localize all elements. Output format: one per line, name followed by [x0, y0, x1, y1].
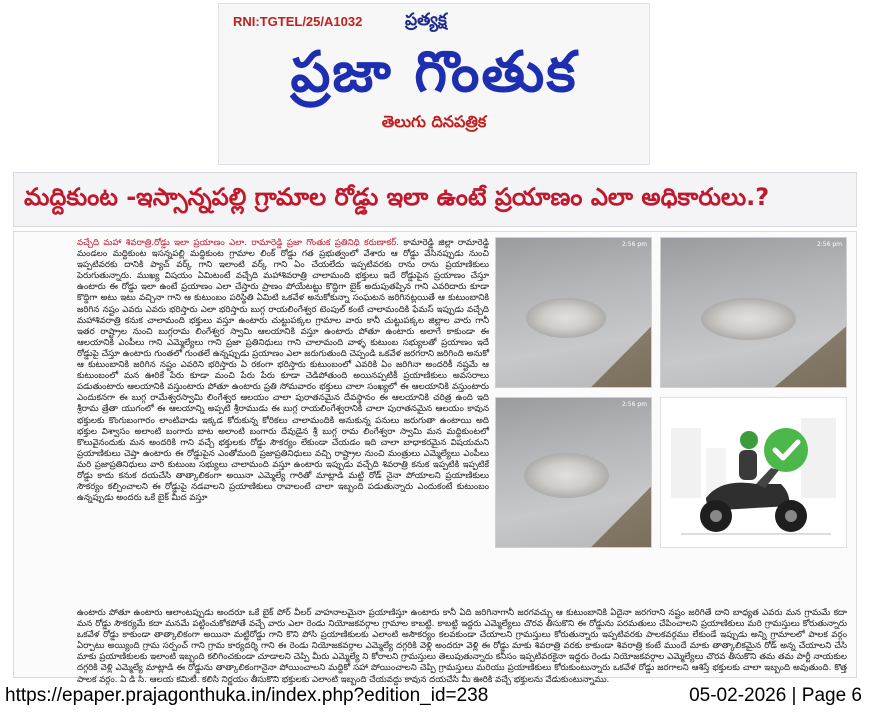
photo-timestamp: 2:56 pm [621, 401, 647, 408]
masthead [218, 3, 650, 165]
photo-timestamp: 2:56 pm [621, 241, 647, 248]
photo-timestamp: 2:56 pm [816, 241, 842, 248]
rni-number: RNI:TGTEL/25/A1032 [233, 14, 363, 29]
newspaper-logo: ప్రజా గొంతుక [290, 40, 578, 105]
pothole [524, 453, 609, 498]
checkmark-badge [764, 428, 808, 472]
pothole-photo-3 [495, 397, 652, 548]
pothole [701, 298, 796, 340]
article-byline: వచ్చేది మహా శివరాత్రి.రోడ్డు ఇలా ప్రయాణం ఎలా. రామారెడ్డి ప్రజా గొంతుక ప్రతినిధి కరుణాకర్. [77, 238, 400, 248]
scooter-illustration-svg [661, 398, 846, 547]
article-headline: మద్దికుంట -ఇస్సాన్నపల్లి గ్రామాల రోడ్డు ఇలా ఉంటే ప్రయాణం ఎలా అధికారులు.? [24, 183, 770, 211]
masthead-subtitle: తెలుగు దినపత్రిక [381, 112, 487, 131]
headline-box [13, 172, 857, 227]
scooter-rider-checkmark-icon [660, 397, 847, 548]
footer-url[interactable]: https://epaper.prajagonthuka.in/index.php?edition_id=238 [5, 685, 489, 706]
pothole-photo-2 [660, 237, 847, 388]
pothole-photo-1 [495, 237, 652, 388]
masthead-tagline: ప్రత్యక్ష [405, 10, 447, 30]
article-body-column: కామారెడ్డి జిల్లా రామారెడ్డి మండలం మద్దికుంట ఇసన్నపల్లి మద్దికుంట గ్రామాల లింక్ రోడ్డు గత ప్రభుత్వంలో వేశారు ఆ రోడ్డు వేసినప్పుడు నుంచి ఇప్పటివరకు దానికి ప్యాచ్ వర్క్ గాని ఇలాంటి వర్క్ గాని ఏం చేయలేదు ఇప్పటివరకు రాను రాను ప్రయాణికులు పెరుగుతున్నారు. ముఖ్య విషయం ఏమిటంటే వచ్చేది మహాశివరాత్రి చాలామంది భక్తులు ఇదే రోడ్డుపైన ప్రయాణం చేస్తూ ఉంటారు ఈ రోడ్డు ఇలా ఉంటే ప్రయాణం ఎలా చేస్తారు ప్రాణం పోయేటట్టు కొద్దిగా బైక్ అదుపుతప్పిన గాని ఎవరిదారు కూడా కొద్దిగా అటు ఇటు వచ్చినా గాని ఆ కుటుంబం పరిస్థితి ఏమిటి ఒకవేళ అనుకోకున్నా సంఘటన జరిగినట్లయితే ఆ కుటుంబానికి జరిగిన నష్టం ఎవరు ఎవరు భరిస్తారు ఎలా భరిస్తారు బుగ్గ రాయలింగేశ్వర టెంపుల్ కంటే చాలామందికి ఫేమస్ ఇప్పుడు వచ్చేది మహాశివరాత్రి కనుక చాలామంది భక్తులు వస్తూ ఉంటారు చుట్టుపక్కల గ్రామాల వారు కానీ చుట్టుపక్కల జిల్లాల వారు గానీ ఇతర రాష్ట్రాల నుంచి బుగ్గరామ లింగేశ్వర స్వామి ఆలయానికి వస్తూ ఉంటారు పోతూ ఉంటారు అలాగే కాకుండా ఈ ఆలయానికి ఎంపీలు గాని ఎమ్మెల్యేలు గాని ప్రజా ప్రతినిధులు గాని చాలామంది వాళ్ళ కుటుంబ సభ్యులతో ప్రయాణం ఇదే రోడ్డుపై చేస్తూ ఉంటారు గుంతలో గుంతలే ఉన్నప్పుడు ప్రయాణం ఎలా జరుగుతుంది చెప్పండి ఒకవేళ జరగరాని జరిగింది అనుకో ఆ కుటుంబానికి జరిగిన నష్టం ఎవరిని భరిస్తారు ఏ రకంగా భరిస్తారు కుటుంబంలో ఎవరికి ఏం జరిగినా అందరికీ నష్టమే ఆ కుటుంబంలో మన ఊరికే పేరు కూడా మంచి పేరు పేరు కూడా చెడిపోతుంది అయినప్పటికీ ప్రయాణికులు అవసరాలు పడుతుంటారు ఆలయానికి వస్తుంటారు పోతూ ఉంటారు ప్రతి సోమవారం భక్తులు చాలా సంఖ్యలో ఈ ఆలయానికి వస్తుంటారు ఎందుకనగా ఈ బుగ్గ రామేశ్వరస్వామి లింగేశ్వర ఆలయం చాలా పురాతనమైన దేవస్థానం ఈ ఆలయానికి చరిత్ర ఉంది ఇది శ్రీరామ త్రేతా యుగంలో ఈ ఆలయాన్ని అప్పటి శ్రీరాముడు ఈ బుగ్గ రాయలింగేశ్వరానికి చాలా పురాతనమైన ఆలయం కావున భక్తులకు కొంగుబంగారం లాంటివాడు ఇక్కడ కోరుకున్న కోరికలు చాలామందికి అనుకున్న పనులు జరుగుతా ఉంటాయి అది భక్తుల విశ్వాసం అలాంటి బంగారు బాట అలాంటి బంగారు దేవుడైన శ్రీ బుగ్గ రామ లింగేశ్వరా స్వామి మన మద్దికుంటలో కొలువైనందుకు మన అందరికి గాని వచ్చే భక్తులకు రోడ్డు సౌకర్యం లేకుండా చేయడం ఇది చాలా బాధాకరమైన విషయమని ప్రయాణికులు చెప్తా ఉంటారు ఈ రోడ్డుపైన ఎంతోమంది ప్రజాప్రతినిధులు వచ్చి రాష్ట్రాల నుంచి మంత్రులు ఎమ్మెల్యేలు ఎంపీలు మరి ప్రజాప్రతినిధులు వారి కుటుంబ సభ్యులు చాలామంది వస్తూ ఉంటారు ఇప్పుడు వచ్చేది శివరాత్రి కనుక ఇప్పటికి ఇప్పటికే రోడ్డు కాదు కనుక దయచేసి తాత్కాలికంగా అయినా ఎమ్మెల్యే గారితో మాట్లాడి మట్టి రోడ్ నైనా పోయాలని ప్రయాణికులు సౌకర్యం కల్పించాలని ఈ రోడ్డుపై నడవాలని ప్రయాణికులు రావాలంటే చాలా ఇబ్బంది పడుతున్నారు ఎందుకంటే కుటుంబం ఉన్నప్పుడు అందరు ఒకే బైక్ మీద వస్తూ [77, 238, 490, 504]
article-column-text [77, 238, 489, 608]
article-body-full-width: ఉంటారు పోతూ ఉంటారు ఆలాంటప్పుడు అందరూ ఒకే బైక్ పోర్ వీలర్ వాహనాలమైనా ప్రయాణిస్తూ ఉంటారు కానీ ఏది జరిగినాగానీ జరగవచ్చు ఆ కుటుంబానికి ఏదైనా జరగరాని నష్టం జరిగితే దాని బాధ్యత ఎవరు మన గ్రామమే కదా మన రోడ్డు సౌకర్యమే కదా మనమే పట్టించుకోకపోతే వచ్చే వారు ఎలా రెండు నియోజకవర్గాల గ్రామాల కాబట్టి. కాబట్టి ఇద్దరు ఎమ్మెల్యేలు చొరవ తీసుకొని ఈ రోడ్డును పరమతులు చేపించాలని ప్రయాణికులు మరి గ్రామస్తులు కోరుతున్నారు ఒకవేళ రోడ్డు కాకుండా తాత్కాలికంగా అయినా మట్టిరోడ్డు గాని కొని పోసి ప్రయాణికులకు ఎలాంటి అసౌకర్యం కలవకుండా చేయాలని గ్రామస్తులు కోరుతున్నారు ఇప్పటివరకు పాలకవర్గము లేకుండే ఇప్పుడు అన్ని గ్రామాలలో పాలక వర్గం ఏర్పాటు అయ్యింది గ్రామ సర్పంచ్ గాని గ్రామ కార్యదర్శి గాని ఈ రెండు నియోజకవర్గాల ఎమ్మెల్యే దగ్గరికి వెళ్లి అందరూ వెళ్లి ఈ రోడ్డు మాకు శివరాత్రి వరకు కాకుండా శివరాత్రి కంటే ముందే మాకు తాత్కాలికమైన రోడ్ అన్న చేయాలని చేసి మాకు ప్రయాణికులకు ఇలాంటి ఇబ్బంది కలిగించకుండా చూడాలని చెప్పి మీరు ఎమ్మెల్యే ని కోరాలని గ్రామస్తులు తెలుపుతున్నారు కనీసం ఇప్పటివరకైనా ఇద్దరు రెండు నియోజకవర్గాల ఎమ్మెల్యేలు చొరవ తీసుకొని తమ తమ పార్టీ నాయకుల దగ్గరికి వెళ్లి ఎమ్మెల్యే మాట్లాడి ఈ రోడ్డును తాత్కాలికంగానైనా పోయించాలని మద్దికో సహా పోయించాలని చెప్పి గ్రామస్తులు మరియు ప్రయాణికులు కోరుకుంటున్నారు ఒకవేళ రోడ్డు జరగాలని ఆశిస్తే భక్తులకు చాలా ఇబ్బంది అవుతుంది. కొత్త పాలక వర్గం. ఏ డి సి. ఆలయ కమిటీ. కలిసి నిర్ణయం తీసుకొని భక్తులకు ఎలాంటి ఇబ్బంది చేయవద్దు కావున దయచేసి మీ ఊరికి వచ్చే భక్తులను వేడుకుంటున్నాము. [77, 608, 847, 685]
pothole [526, 298, 606, 338]
footer-date-page: 05-02-2026 | Page 6 [689, 685, 862, 706]
